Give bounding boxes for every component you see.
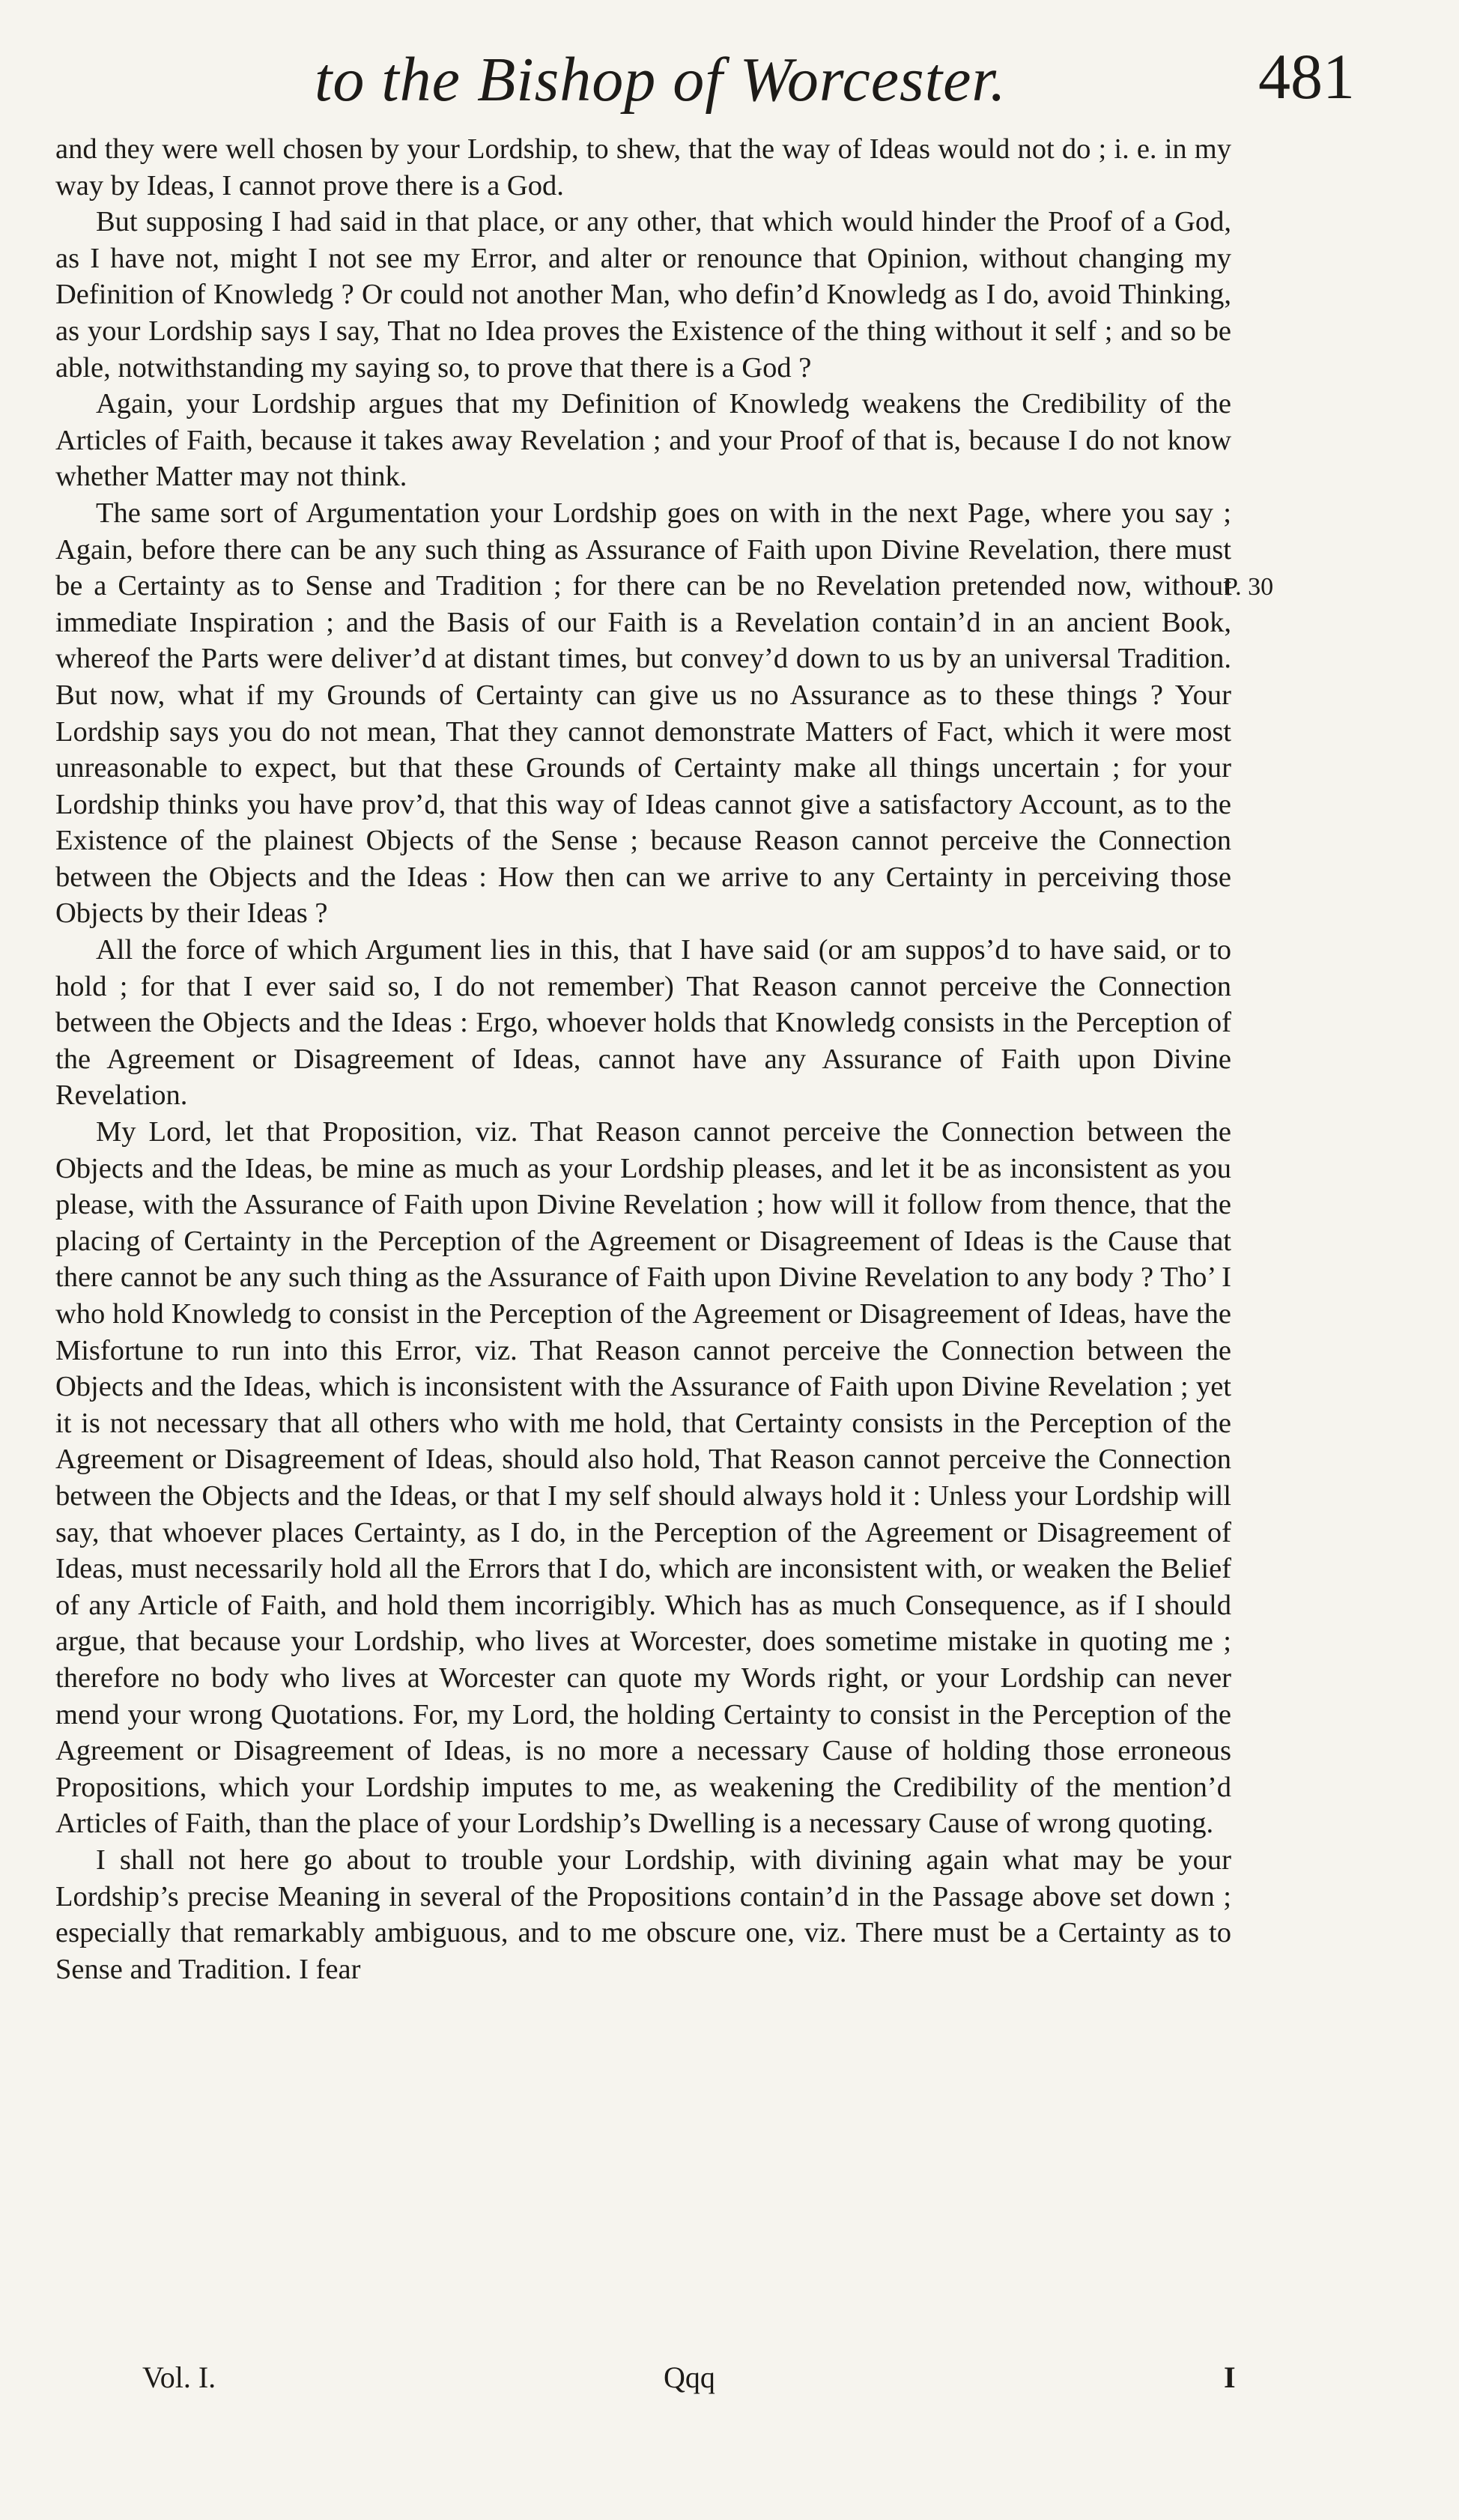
page-header: [0, 27, 1459, 132]
page-footer: [0, 2360, 1459, 2412]
signature-mark: Qqq: [664, 2360, 715, 2394]
margin-note: P. 30: [1224, 573, 1274, 601]
paragraph: I shall not here go about to trouble your Lordship, with divining again what may be your Lordship’s precise Meaning in several of the Propositions contain’d in the Passage above set down ; especially that remarkably ambiguous, and to me obscure one, viz. There must be a Certainty as to Sense and Tradition. I fear: [55, 1844, 1231, 1985]
paragraph: My Lord, let that Proposition, viz. That Reason cannot perceive the Connection between the Objects and the Ideas, be mine as much as your Lordship pleases, and let it be as inconsistent as you please, with the Assurance of Faith upon Divine Revelation ; how will it follow from thence, that the placing of Certainty in the Perception of the Agreement or Disagreement of Ideas is the Cause that there cannot be any such thing as the Assurance of Faith upon Divine Revelation to any body ? Tho’ I who hold Knowledg to consist in the Perception of the Agreement or Disagreement of Ideas, have the Misfortune to run into this Error, viz. That Reason cannot perceive the Connection between the Objects and the Ideas, which is inconsistent with the Assurance of Faith upon Divine Revelation ; yet it is not necessary that all others who with me hold, that Certainty consists in the Perception of the Agreement or Disagreement of Ideas, should also hold, That Reason cannot perceive the Connection between the Objects and the Ideas, or that I my self should always hold it : Unless your Lordship will say, that whoever places Certainty, as I do, in the Perception of the Agreement or Disagreement of Ideas, must necessarily hold all the Errors that I do, which are inconsistent with, or weaken the Belief of any Article of Faith, and hold them incorrigibly. Which has as much Consequence, as if I should argue, that because your Lordship, who lives at Worcester, does sometime mistake in quoting me ; therefore no body who lives at Worcester can quote my Words right, or your Lordship can never mend your wrong Quotations. For, my Lord, the holding Certainty to consist in the Perception of the Agreement or Disagreement of Ideas, is no more a necessary Cause of holding those erroneous Propositions, which your Lordship imputes to me, as weakening the Credibility of the mention’d Articles of Faith, than the place of your Lordship’s Dwelling is a necessary Cause of wrong quoting.: [55, 1116, 1231, 1840]
paragraph: and they were well chosen by your Lordship, to shew, that the way of Ideas would not do ; i. e. in my way by Ideas, I cannot prove there is a God.: [55, 133, 1231, 202]
paragraph: All the force of which Argument lies in this, that I have said (or am suppos’d to have said, or to hold ; for that I ever said so, I do not remember) That Reason cannot perceive the Connection between the Objects and the Ideas : Ergo, whoever holds that Knowledg consists in the Perception of the Agreement or Disagreement of Ideas, cannot have any Assurance of Faith upon Divine Revelation.: [55, 934, 1231, 1112]
paragraph: But supposing I had said in that place, or any other, that which would hinder the Proof of a God, as I have not, might I not see my Error, and alter or renounce that Opinion, without changing my Definition of Knowledg ? Or could not another Man, who defin’d Knowledg as I do, avoid Thinking, as your Lordship says I say, That no Idea proves the Existence of the thing without it self ; and so be able, notwithstanding my saying so, to prove that there is a God ?: [55, 206, 1231, 384]
catchword: I: [1224, 2360, 1236, 2394]
body-text: [55, 131, 1231, 1987]
volume-label: Vol. I.: [142, 2360, 216, 2394]
running-title: to the Bishop of Worcester.: [315, 45, 1007, 115]
page-number: 481: [1258, 40, 1355, 112]
paragraph: The same sort of Argumentation your Lordship goes on with in the next Page, where you say ; Again, before there can be any such thing as Assurance of Faith upon Divine Revelation, there must be a Certainty as to Sense and Tradition ; for there can be no Revelation pretended now, without immediate Inspiration ; and the Basis of our Faith is a Revelation contain’d in an ancient Book, whereof the Parts were deliver’d at distant times, but convey’d down to us by an universal Tradition. But now, what if my Grounds of Certainty can give us no Assurance as to these things ? Your Lordship says you do not mean, That they cannot demonstrate Matters of Fact, which it were most unreasonable to expect, but that these Grounds of Certainty make all things uncertain ; for your Lordship thinks you have prov’d, that this way of Ideas cannot give a satisfactory Account, as to the Existence of the plainest Objects of the Sense ; because Reason cannot perceive the Connection between the Objects and the Ideas : How then can we arrive to any Certainty in perceiving those Objects by their Ideas ?: [55, 497, 1231, 930]
paragraph: Again, your Lordship argues that my Definition of Knowledg weakens the Credibility of the Articles of Faith, because it takes away Revelation ; and your Proof of that is, because I do not know whether Matter may not think.: [55, 388, 1231, 493]
